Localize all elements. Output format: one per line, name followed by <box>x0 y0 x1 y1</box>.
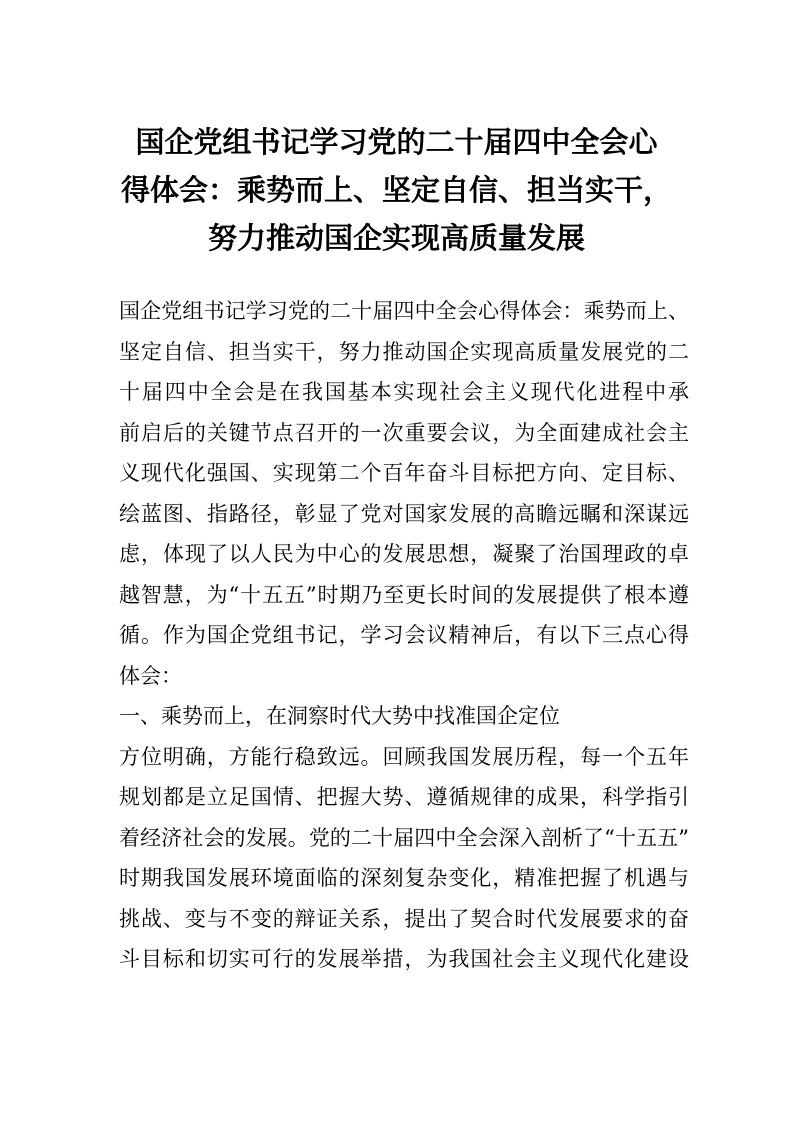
body-line: 挑战、变与不变的辩证关系，提出了契合时代发展要求的奋 <box>119 906 689 931</box>
body-line: 着经济社会的发展。党的二十届四中全会深入剖析了“十五五” <box>119 825 689 850</box>
body-line: 规划都是立足国情、把握大势、遵循规律的成果，科学指引 <box>119 785 689 809</box>
body-line: 十届四中全会是在我国基本实现社会主义现代化进程中承 <box>119 380 689 404</box>
document-body <box>119 291 689 980</box>
body-line: 越智慧，为“十五五”时期乃至更长时间的发展提供了根本遵 <box>119 582 689 607</box>
body-line: 义现代化强国、实现第二个百年奋斗目标把方向、定目标、 <box>119 461 689 485</box>
body-line: 前启后的关键节点召开的一次重要会议，为全面建成社会主 <box>119 420 689 445</box>
body-line: 时期我国发展环境面临的深刻复杂变化，精准把握了机遇与 <box>119 866 689 890</box>
body-line: 循。作为国企党组书记，学习会议精神后，有以下三点心得 <box>119 623 689 647</box>
title-line: 国企党组书记学习党的二十届四中全会心 <box>135 125 658 159</box>
document-title <box>100 118 693 262</box>
body-line: 绘蓝图、指路径，彰显了党对国家发展的高瞻远瞩和深谋远 <box>119 501 689 526</box>
title-line: 得体会：乘势而上、坚定自信、担当实干， <box>120 173 672 207</box>
body-line: 国企党组书记学习党的二十届四中全会心得体会：乘势而上、 <box>119 299 689 323</box>
body-line: 斗目标和切实可行的发展举措，为我国社会主义现代化建设 <box>119 947 689 971</box>
body-line: 虑，体现了以人民为中心的发展思想，凝聚了治国理政的卓 <box>119 542 689 566</box>
body-line: 体会： <box>119 663 182 688</box>
body-line: 方位明确，方能行稳致远。回顾我国发展历程，每一个五年 <box>119 744 689 769</box>
body-line: 坚定自信、担当实干，努力推动国企实现高质量发展党的二 <box>119 339 689 364</box>
section-heading: 一、乘势而上，在洞察时代大势中找准国企定位 <box>119 704 560 728</box>
title-line: 努力推动国企实现高质量发展 <box>207 221 585 255</box>
